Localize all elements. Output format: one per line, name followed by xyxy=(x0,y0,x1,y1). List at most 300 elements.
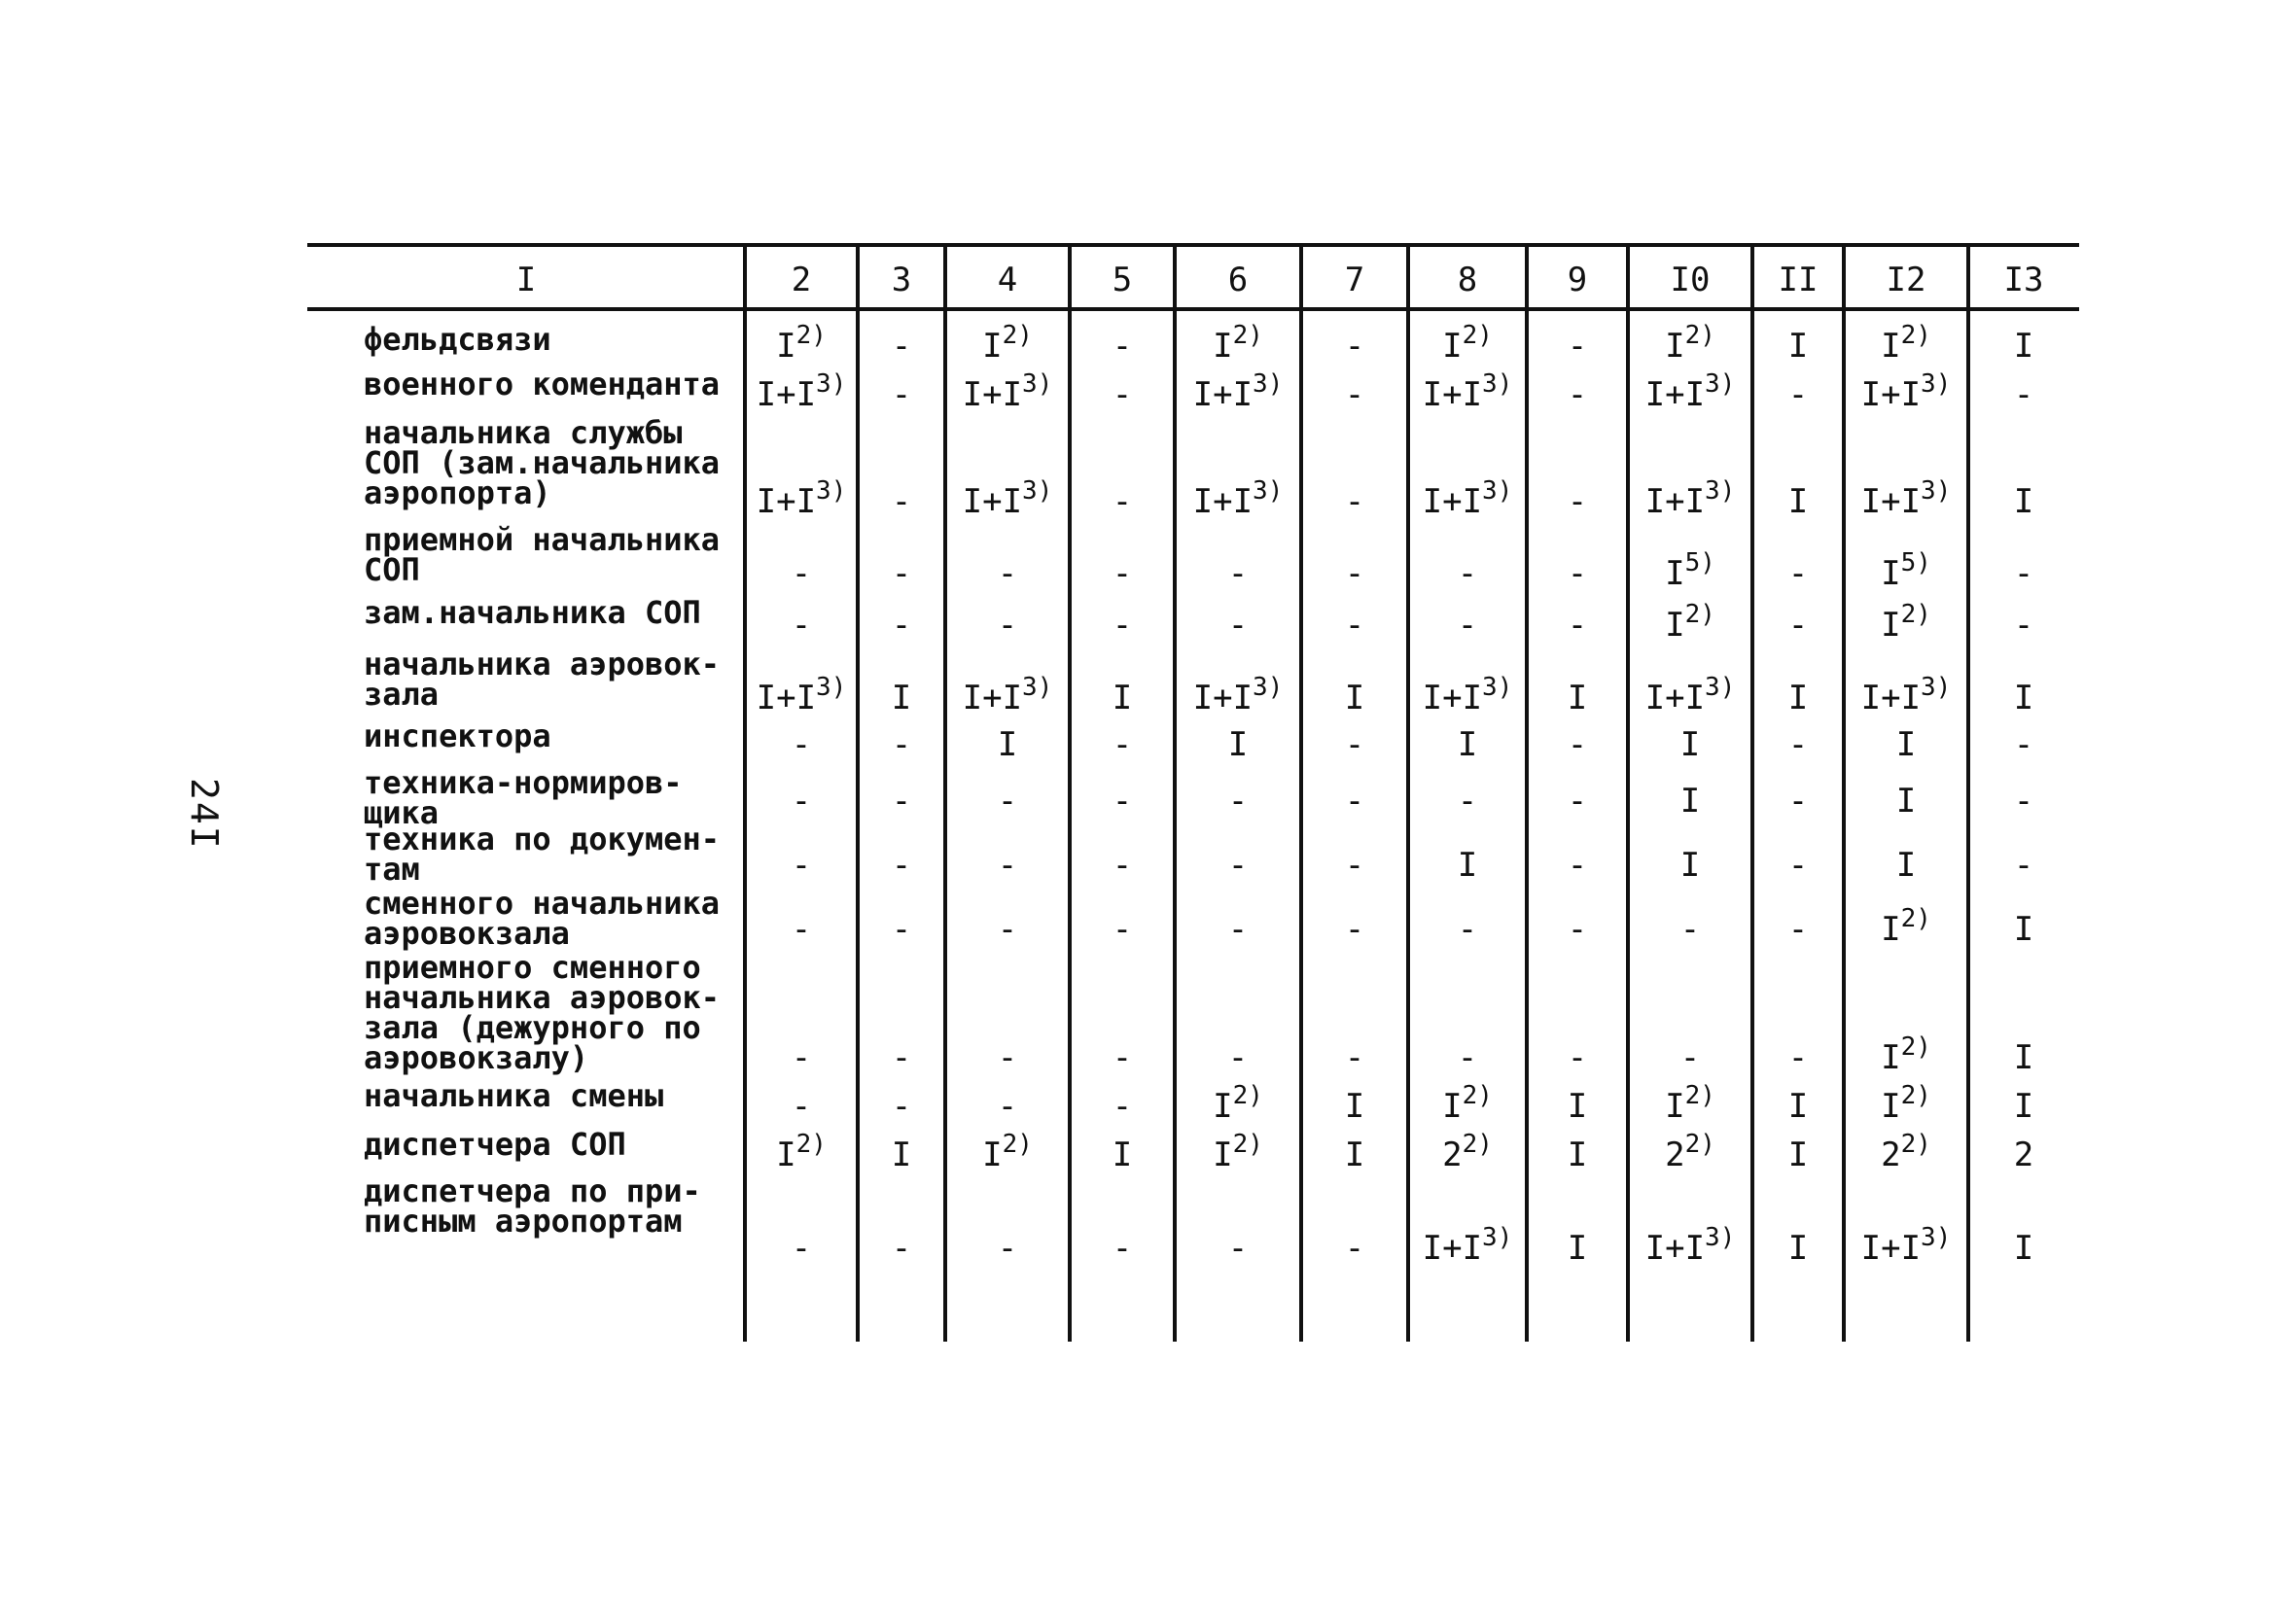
cell-value: I xyxy=(2013,910,2034,949)
cell-value: I+I xyxy=(1644,375,1706,414)
table-cell xyxy=(1408,1130,1527,1174)
column-header: II xyxy=(1778,261,1819,299)
table-row xyxy=(307,821,2079,888)
cell-value: 2 xyxy=(2013,1136,2034,1174)
cell-value: I xyxy=(1213,1136,1233,1174)
cell-value: I xyxy=(891,1136,912,1174)
cell-value: - xyxy=(1567,846,1588,885)
table-cell xyxy=(1175,673,1301,717)
table-cell xyxy=(1175,1081,1301,1126)
table-cell xyxy=(1628,1223,1752,1268)
cell-value: - xyxy=(1567,782,1588,821)
table-cell xyxy=(1968,846,2079,885)
table-cell xyxy=(1628,910,1752,949)
table-cell xyxy=(1527,1229,1628,1268)
cell-value: I xyxy=(1895,846,1917,885)
table-cell xyxy=(1628,1038,1752,1077)
cell-value: I xyxy=(2013,1038,2034,1077)
table-cell xyxy=(858,606,945,645)
cell-footnote-mark: 2) xyxy=(1002,1130,1033,1159)
table-cell xyxy=(1527,327,1628,366)
table-cell xyxy=(1844,476,1968,521)
table-cell xyxy=(1175,554,1301,593)
cell-value: 2 xyxy=(1881,1136,1901,1174)
table-cell xyxy=(1752,1229,1844,1268)
cell-value: - xyxy=(791,1087,812,1126)
cell-value: - xyxy=(791,725,812,764)
cell-value: - xyxy=(791,1038,812,1077)
cell-value: - xyxy=(997,846,1018,885)
row-label: приемной начальника СОП xyxy=(364,521,721,588)
page-number: 24I xyxy=(183,778,226,851)
table-cell xyxy=(1175,846,1301,885)
table-cell xyxy=(945,782,1070,821)
column-header: I0 xyxy=(1670,261,1711,299)
table-cell xyxy=(1408,554,1527,593)
cell-value: - xyxy=(1787,606,1809,645)
cell-value: - xyxy=(1344,327,1365,366)
cell-footnote-mark: 2) xyxy=(1900,321,1931,350)
table-cell xyxy=(1301,1229,1408,1268)
cell-value: I xyxy=(1881,1087,1901,1126)
cell-footnote-mark: 2) xyxy=(1462,1130,1493,1159)
cell-value: I xyxy=(1567,1229,1588,1268)
table-cell xyxy=(1844,321,1968,366)
table-cell xyxy=(1301,846,1408,885)
cell-value: - xyxy=(1112,725,1133,764)
table-cell xyxy=(1527,679,1628,717)
cell-footnote-mark: 3) xyxy=(1253,476,1284,506)
table-cell xyxy=(1301,1136,1408,1174)
table-cell xyxy=(1968,327,2079,366)
cell-value: I xyxy=(2013,327,2034,366)
row-label: диспетчера по при- писным аэропортам xyxy=(364,1172,701,1240)
cell-value: I+I xyxy=(1422,1229,1483,1268)
table-cell xyxy=(858,482,945,521)
cell-value: I xyxy=(1787,679,1809,717)
cell-value: I+I xyxy=(962,482,1023,521)
column-header: 2 xyxy=(791,261,812,299)
cell-value: - xyxy=(1457,1038,1478,1077)
table-cell xyxy=(945,1038,1070,1077)
table-cell xyxy=(745,1229,858,1268)
cell-value: - xyxy=(1567,725,1588,764)
table-cell xyxy=(858,782,945,821)
cell-footnote-mark: 3) xyxy=(1705,673,1736,702)
table-cell xyxy=(1628,369,1752,414)
row-label: сменного начальника аэровокзала xyxy=(364,885,721,952)
row-label: инспектора xyxy=(364,717,551,754)
cell-value: I xyxy=(1567,1087,1588,1126)
table-cell xyxy=(1628,321,1752,366)
cell-value: - xyxy=(1227,1229,1249,1268)
table-cell xyxy=(1408,1223,1527,1268)
table-cell xyxy=(745,846,858,885)
table-cell xyxy=(1301,782,1408,821)
table-cell xyxy=(1968,910,2079,949)
table-cell xyxy=(1752,606,1844,645)
table-cell xyxy=(1301,606,1408,645)
table-cell xyxy=(858,725,945,764)
cell-value: I xyxy=(1679,725,1701,764)
cell-value: - xyxy=(997,1038,1018,1077)
cell-footnote-mark: 2) xyxy=(1462,1081,1493,1110)
table-cell xyxy=(858,1087,945,1126)
row-label: начальника службы СОП (зам.начальника аэропорта) xyxy=(364,414,721,511)
cell-value: I+I xyxy=(756,375,817,414)
cell-value: - xyxy=(891,482,912,521)
cell-value: - xyxy=(1227,846,1249,885)
cell-value: I xyxy=(1665,606,1685,645)
table-cell xyxy=(1070,482,1175,521)
table-cell xyxy=(1070,782,1175,821)
table-cell xyxy=(1628,548,1752,593)
table-cell xyxy=(945,606,1070,645)
cell-value: - xyxy=(1787,782,1809,821)
cell-value: - xyxy=(1787,846,1809,885)
cell-value: - xyxy=(1344,846,1365,885)
cell-value: - xyxy=(1457,910,1478,949)
table-cell xyxy=(1408,1038,1527,1077)
table-cell xyxy=(745,1038,858,1077)
table-cell xyxy=(1752,1038,1844,1077)
table-cell xyxy=(858,1136,945,1174)
table-cell xyxy=(1070,1136,1175,1174)
table-cell xyxy=(1968,1136,2079,1174)
cell-value: I xyxy=(2013,1229,2034,1268)
cell-value: - xyxy=(891,1087,912,1126)
cell-value: - xyxy=(1344,910,1365,949)
cell-value: - xyxy=(1679,1038,1701,1077)
table-cell xyxy=(858,679,945,717)
cell-footnote-mark: 3) xyxy=(1482,1223,1513,1252)
cell-value: - xyxy=(1679,910,1701,949)
table-cell xyxy=(1968,679,2079,717)
cell-value: - xyxy=(997,1229,1018,1268)
table-cell xyxy=(1175,1038,1301,1077)
cell-footnote-mark: 2) xyxy=(1900,1081,1931,1110)
table-cell xyxy=(1175,725,1301,764)
table-row xyxy=(307,1077,2079,1128)
cell-value: - xyxy=(1227,606,1249,645)
table-row xyxy=(307,366,2079,416)
table-row xyxy=(307,414,2079,523)
table-cell xyxy=(858,554,945,593)
row-label: техника-нормиров- щика xyxy=(364,764,683,831)
table-row xyxy=(307,885,2079,952)
cell-value: I+I xyxy=(1644,679,1706,717)
table-cell xyxy=(1175,369,1301,414)
cell-footnote-mark: 3) xyxy=(1921,369,1952,399)
table-cell xyxy=(945,1229,1070,1268)
cell-value: I xyxy=(1442,1087,1463,1126)
cell-value: - xyxy=(1787,375,1809,414)
cell-footnote-mark: 2) xyxy=(1232,1081,1263,1110)
cell-value: - xyxy=(891,327,912,366)
table-cell xyxy=(1301,375,1408,414)
cell-value: - xyxy=(1112,375,1133,414)
cell-value: I+I xyxy=(756,482,817,521)
table-cell xyxy=(1628,673,1752,717)
cell-value: - xyxy=(1457,554,1478,593)
table-cell xyxy=(945,725,1070,764)
cell-value: - xyxy=(891,1229,912,1268)
table-cell xyxy=(1752,1136,1844,1174)
column-header: I xyxy=(515,261,537,299)
table-cell xyxy=(1968,1229,2079,1268)
cell-value: - xyxy=(791,782,812,821)
cell-value: I xyxy=(1112,1136,1133,1174)
row-label: диспетчера СОП xyxy=(364,1126,626,1163)
cell-value: I xyxy=(2013,1087,2034,1126)
table-cell xyxy=(1175,1130,1301,1174)
cell-value: I xyxy=(1787,327,1809,366)
table-cell xyxy=(745,1087,858,1126)
cell-value: - xyxy=(1112,910,1133,949)
cell-value: I xyxy=(891,679,912,717)
cell-value: I+I xyxy=(1860,1229,1922,1268)
table-cell xyxy=(1527,375,1628,414)
table-cell xyxy=(1070,725,1175,764)
table-cell xyxy=(945,910,1070,949)
cell-value: - xyxy=(1567,910,1588,949)
cell-value: I xyxy=(1344,1136,1365,1174)
cell-value: I xyxy=(1881,327,1901,366)
cell-value: - xyxy=(1787,1038,1809,1077)
cell-footnote-mark: 2) xyxy=(1684,1081,1715,1110)
cell-value: I+I xyxy=(962,375,1023,414)
cell-value: - xyxy=(1567,482,1588,521)
cell-footnote-mark: 3) xyxy=(1705,476,1736,506)
table-row xyxy=(307,949,2079,1079)
cell-value: I xyxy=(1679,782,1701,821)
table-cell xyxy=(1844,369,1968,414)
table-cell xyxy=(1301,327,1408,366)
table-cell xyxy=(1070,1038,1175,1077)
table-cell xyxy=(1527,606,1628,645)
cell-value: - xyxy=(1112,1087,1133,1126)
table-row xyxy=(307,1126,2079,1176)
cell-value: I xyxy=(1881,606,1901,645)
table-cell xyxy=(1175,606,1301,645)
cell-value: - xyxy=(791,846,812,885)
table-cell xyxy=(1628,1081,1752,1126)
table-cell xyxy=(1844,1223,1968,1268)
cell-footnote-mark: 2) xyxy=(1900,1130,1931,1159)
cell-footnote-mark: 3) xyxy=(1482,369,1513,399)
cell-value: - xyxy=(997,782,1018,821)
cell-value: I xyxy=(776,1136,796,1174)
cell-value: - xyxy=(2013,375,2034,414)
cell-footnote-mark: 2) xyxy=(1900,600,1931,629)
cell-value: - xyxy=(1787,725,1809,764)
cell-value: I+I xyxy=(1192,679,1254,717)
cell-value: I+I xyxy=(1644,1229,1706,1268)
table-cell xyxy=(1301,910,1408,949)
table-cell xyxy=(1070,846,1175,885)
table-cell xyxy=(1968,1038,2079,1077)
table-cell xyxy=(1844,725,1968,764)
table-cell xyxy=(1175,321,1301,366)
cell-value: - xyxy=(891,910,912,949)
table-row xyxy=(307,594,2079,647)
table-cell xyxy=(1752,782,1844,821)
table-cell xyxy=(1752,327,1844,366)
cell-value: - xyxy=(1567,554,1588,593)
cell-value: I+I xyxy=(1422,375,1483,414)
cell-value: - xyxy=(1112,1038,1133,1077)
table-cell xyxy=(945,476,1070,521)
table-cell xyxy=(945,369,1070,414)
table-cell xyxy=(1175,782,1301,821)
cell-value: I xyxy=(1881,554,1901,593)
cell-value: I+I xyxy=(1860,482,1922,521)
table-cell xyxy=(1752,482,1844,521)
cell-value: - xyxy=(1567,327,1588,366)
cell-value: - xyxy=(891,1038,912,1077)
column-header: I3 xyxy=(2003,261,2044,299)
table-row xyxy=(307,1172,2079,1270)
table-cell xyxy=(1527,1136,1628,1174)
cell-value: - xyxy=(791,1229,812,1268)
table-cell xyxy=(1527,846,1628,885)
cell-value: - xyxy=(1567,375,1588,414)
cell-value: - xyxy=(891,606,912,645)
cell-footnote-mark: 3) xyxy=(1482,673,1513,702)
table-cell xyxy=(1408,782,1527,821)
row-label: начальника аэровок- зала xyxy=(364,646,721,713)
table-cell xyxy=(1844,548,1968,593)
table-cell xyxy=(1844,846,1968,885)
cell-value: I xyxy=(997,725,1018,764)
table-cell xyxy=(1968,725,2079,764)
cell-value: - xyxy=(891,782,912,821)
cell-value: - xyxy=(997,910,1018,949)
cell-value: - xyxy=(1567,606,1588,645)
cell-value: - xyxy=(1227,1038,1249,1077)
row-label: техника по докумен- там xyxy=(364,821,721,888)
table-cell xyxy=(1527,910,1628,949)
cell-value: I+I xyxy=(1644,482,1706,521)
cell-value: I xyxy=(1895,725,1917,764)
cell-footnote-mark: 3) xyxy=(1022,476,1053,506)
cell-footnote-mark: 2) xyxy=(1232,1130,1263,1159)
table-cell xyxy=(1070,1087,1175,1126)
table-cell xyxy=(945,846,1070,885)
table-cell xyxy=(745,910,858,949)
column-header: 6 xyxy=(1227,261,1249,299)
table-cell xyxy=(858,910,945,949)
cell-footnote-mark: 3) xyxy=(1705,369,1736,399)
cell-value: - xyxy=(997,554,1018,593)
table-row xyxy=(307,646,2079,719)
table-cell xyxy=(745,606,858,645)
table-cell xyxy=(1527,482,1628,521)
cell-value: - xyxy=(997,606,1018,645)
table-cell xyxy=(858,846,945,885)
column-header: 3 xyxy=(891,261,912,299)
table-cell xyxy=(1844,600,1968,645)
cell-value: I xyxy=(1787,482,1809,521)
cell-value: - xyxy=(1227,554,1249,593)
cell-value: I xyxy=(1665,327,1685,366)
table-cell xyxy=(1628,600,1752,645)
cell-footnote-mark: 2) xyxy=(1684,1130,1715,1159)
table-row xyxy=(307,321,2079,367)
table-cell xyxy=(745,554,858,593)
cell-value: - xyxy=(1787,910,1809,949)
table-cell xyxy=(745,673,858,717)
cell-footnote-mark: 3) xyxy=(816,673,847,702)
cell-footnote-mark: 2) xyxy=(1002,321,1033,350)
row-label: фельдсвязи xyxy=(364,321,551,358)
cell-value: - xyxy=(1344,375,1365,414)
table-cell xyxy=(945,321,1070,366)
cell-footnote-mark: 2) xyxy=(1900,904,1931,933)
table-cell xyxy=(858,375,945,414)
cell-footnote-mark: 2) xyxy=(1462,321,1493,350)
table-cell xyxy=(1070,1229,1175,1268)
cell-value: - xyxy=(2013,725,2034,764)
cell-footnote-mark: 5) xyxy=(1684,548,1715,577)
cell-value: I+I xyxy=(1860,679,1922,717)
table-cell xyxy=(1070,327,1175,366)
row-label: приемного сменного начальника аэровок- зала (дежурного по аэровокзалу) xyxy=(364,949,721,1076)
table-cell xyxy=(745,782,858,821)
table-top-rule xyxy=(307,243,2079,247)
cell-value: I xyxy=(1881,1038,1901,1077)
table-cell xyxy=(1408,1081,1527,1126)
cell-value: I+I xyxy=(1192,482,1254,521)
cell-footnote-mark: 2) xyxy=(1684,600,1715,629)
table-cell xyxy=(1408,910,1527,949)
cell-footnote-mark: 2) xyxy=(1232,321,1263,350)
cell-value: I xyxy=(1227,725,1249,764)
cell-footnote-mark: 3) xyxy=(1921,476,1952,506)
cell-value: I xyxy=(1213,1087,1233,1126)
cell-value: I+I xyxy=(1192,375,1254,414)
cell-value: I xyxy=(1567,1136,1588,1174)
cell-value: I xyxy=(1787,1229,1809,1268)
cell-value: I xyxy=(1787,1136,1809,1174)
table-cell xyxy=(945,673,1070,717)
cell-value: - xyxy=(1344,725,1365,764)
table-cell xyxy=(1628,1130,1752,1174)
table-cell xyxy=(1968,375,2079,414)
table-cell xyxy=(745,369,858,414)
cell-value: I xyxy=(1344,679,1365,717)
table-cell xyxy=(1844,673,1968,717)
column-header: 4 xyxy=(997,261,1018,299)
cell-footnote-mark: 3) xyxy=(1253,673,1284,702)
cell-value: - xyxy=(1344,1038,1365,1077)
table-cell xyxy=(1752,846,1844,885)
cell-value: - xyxy=(1227,782,1249,821)
cell-value: I xyxy=(2013,482,2034,521)
table-cell xyxy=(945,1130,1070,1174)
cell-footnote-mark: 3) xyxy=(1253,369,1284,399)
column-header: 8 xyxy=(1457,261,1478,299)
cell-footnote-mark: 5) xyxy=(1900,548,1931,577)
table-cell xyxy=(1070,606,1175,645)
cell-value: - xyxy=(791,606,812,645)
table-cell xyxy=(745,476,858,521)
table-cell xyxy=(1844,1081,1968,1126)
table-cell xyxy=(1968,1087,2079,1126)
cell-value: - xyxy=(2013,606,2034,645)
cell-value: - xyxy=(891,846,912,885)
cell-value: - xyxy=(791,554,812,593)
